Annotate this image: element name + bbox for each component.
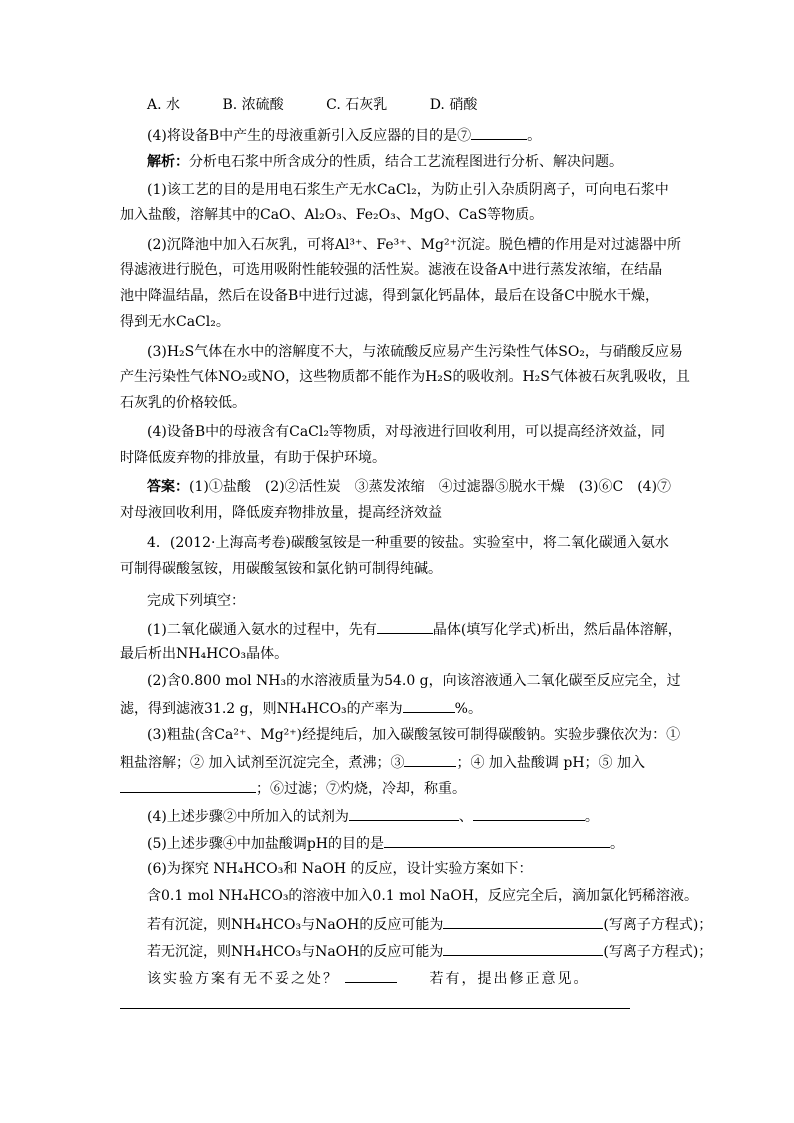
blank [120,778,256,793]
subq3-line2: 粗盐溶解；② 加入试剂至沉淀完全，煮沸；③ ；④ 加入盐酸调 pH；⑤ 加入 [120,752,680,772]
fill-instruction: 完成下列填空： [147,593,245,609]
blank [403,698,455,713]
blank [443,941,603,956]
blank [345,968,397,983]
choice-b: B. 浓硫酸 [222,97,284,113]
choice-c: C. 石灰乳 [326,97,388,113]
analysis-p4-line2: 时降低废弃物的排放量，有助于保护环境。 [120,450,386,466]
blank [471,125,527,140]
subq6-line3: 若有沉淀，则NH₄HCO₃与NaOH的反应可能为 (写离子方程式)； [147,914,680,934]
subq6-line1: (6)为探究 NH₄HCO₃和 NaOH 的反应，设计实验方案如下： [147,861,533,877]
analysis-p3-line3: 石灰乳的价格较低。 [120,395,246,411]
analysis-p2-line3: 池中降温结晶，然后在设备B中进行过滤，得到氯化钙晶体，最后在设备C中脱水干燥， [120,288,659,304]
analysis-p2-line1: (2)沉降池中加入石灰乳，可将Al³⁺、Fe³⁺、Mg²⁺沉淀。脱色槽的作用是对过滤器中所 [147,237,681,253]
blank [384,833,610,848]
question-intro-line2: 可制得碳酸氢铵，用碳酸氢铵和氯化钠可制得纯碱。 [120,561,442,577]
analysis-p3-line1: (3)H₂S气体在水中的溶解度不大，与浓硫酸反应易产生污染性气体SO₂，与硝酸反应易 [147,344,683,360]
analysis-p1-line1: (1)该工艺的目的是用电石浆生产无水CaCl₂，为防止引入杂质阴离子，可向电石浆中 [147,182,669,198]
subq6-line2: 含0.1 mol NH₄HCO₃的溶液中加入0.1 mol NaOH，反应完全后，滴加氯化钙稀溶液。 [147,888,699,904]
subq3-line3: ；⑥过滤；⑦灼烧，冷却，称重。 [120,778,680,798]
question-intro-line1: 4．(2012·上海高考卷)碳酸氢铵是一种重要的铵盐。实验室中，将二氧化碳通入氨水 [147,535,669,551]
blank [377,619,433,634]
analysis-heading: 解析：分析电石浆中所含成分的性质，结合工艺流程图进行分析、解决问题。 [147,154,623,170]
subq2-line2: 滤，得到滤液31.2 g，则NH₄HCO₃的产率为 %。 [120,698,680,718]
answer-line2: 对母液回收利用，降低废弃物排放量，提高经济效益 [120,505,442,521]
subq2-line1: (2)含0.800 mol NH₃的水溶液质量为54.0 g，向该溶液通入二氧化碳至反应完全，过 [147,673,681,689]
answer-choices [147,96,707,114]
analysis-p2-line4: 得到无水CaCl₂。 [120,314,230,330]
answer-blank-line [120,1008,630,1009]
subq4-line: (4)上述步骤②中所加入的试剂为 、 。 [147,806,680,826]
analysis-p4-line1: (4)设备B中的母液含有CaCl₂等物质，对母液进行回收利用，可以提高经济效益，同 [147,424,665,440]
choice-a: A. 水 [147,97,181,113]
choice-d: D. 硝酸 [429,97,478,113]
subq6-line5: 该实验方案有无不妥之处？ 若有，提出修正意见。 [147,968,680,988]
question-4-prompt: (4)将设备B中产生的母液重新引入反应器的目的是⑦ 。 [147,125,680,145]
analysis-p1-line2: 加入盐酸，溶解其中的CaO、Al₂O₃、Fe₂O₃、MgO、CaS等物质。 [120,207,544,223]
blank [349,806,459,821]
analysis-p2-line2: 得滤液进行脱色，可选用吸附性能较强的活性炭。滤液在设备A中进行蒸发浓缩，在结晶 [120,262,663,278]
subq6-line4: 若无沉淀，则NH₄HCO₃与NaOH的反应可能为 (写离子方程式)； [147,941,680,961]
blank [443,914,603,929]
answer-line1: 答案：(1)①盐酸 (2)②活性炭 ③蒸发浓缩 ④过滤器⑤脱水干燥 (3)⑥C (4)⑦ [147,479,672,495]
subq1-line1: (1)二氧化碳通入氨水的过程中，先有 晶体(填写化学式)析出，然后晶体溶解， [147,619,680,639]
subq1-line2: 最后析出NH₄HCO₃晶体。 [120,646,289,662]
subq5-line: (5)上述步骤④中加盐酸调pH的目的是 。 [147,833,680,853]
subq3-line1: (3)粗盐(含Ca²⁺、Mg²⁺)经提纯后，加入碳酸氢铵可制得碳酸钠。实验步骤依次为：① [147,727,681,743]
blank [473,806,585,821]
analysis-p3-line2: 产生污染性气体NO₂或NO，这些物质都不能作为H₂S的吸收剂。H₂S气体被石灰乳吸收，且 [120,369,690,385]
blank [404,752,456,767]
